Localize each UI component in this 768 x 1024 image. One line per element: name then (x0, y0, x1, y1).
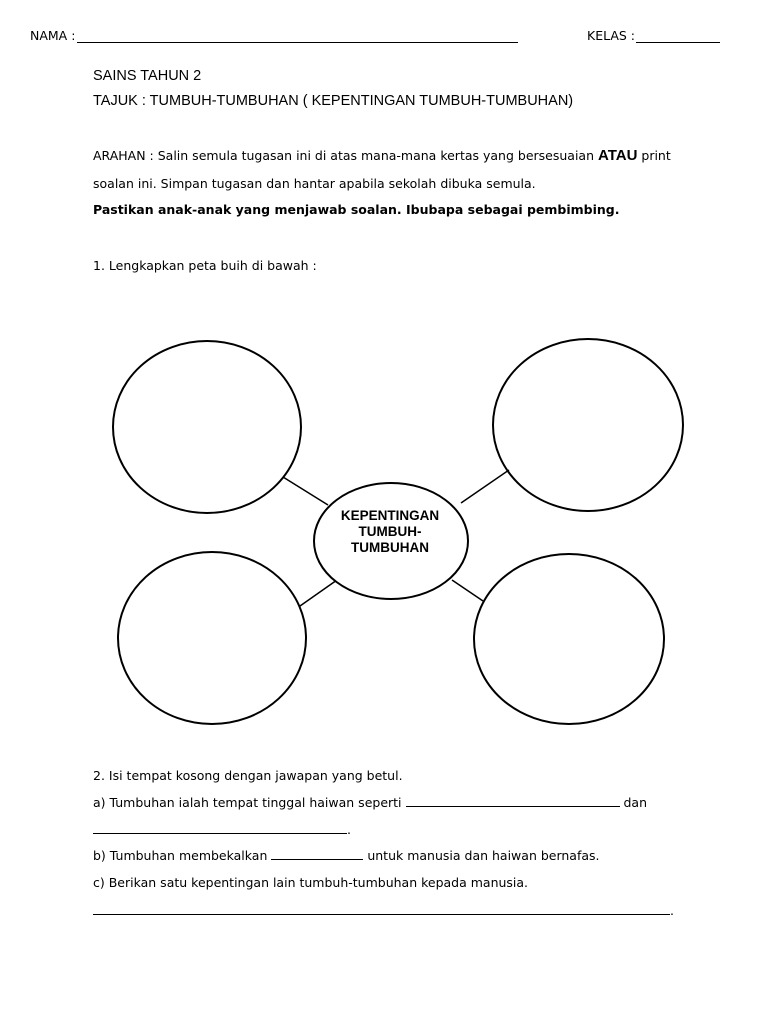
instruction-line-2: soalan ini. Simpan tugasan dan hantar apabila sekolah dibuka semula. (93, 176, 536, 191)
question-2a-continued (93, 822, 351, 837)
bubble-bottom-right[interactable] (474, 554, 664, 724)
question-2a-text: a) Tumbuhan ialah tempat tinggal haiwan seperti (93, 795, 406, 810)
bubble-top-right[interactable] (493, 339, 683, 511)
question-2b (93, 848, 600, 863)
topic-title: TAJUK : TUMBUH-TUMBUHAN ( KEPENTINGAN TUMBUH-TUMBUHAN) (93, 93, 574, 109)
question-2a-end: . (347, 822, 351, 837)
center-label-line-3: TUMBUHAN (351, 540, 429, 555)
bubble-top-left[interactable] (113, 341, 301, 513)
subject-title: SAINS TAHUN 2 (93, 68, 202, 84)
question-1-prompt: 1. Lengkapkan peta buih di bawah : (93, 258, 317, 273)
answer-2b-blank[interactable] (271, 848, 363, 860)
answer-2a-blank-1[interactable] (406, 795, 620, 807)
question-2-prompt: 2. Isi tempat kosong dengan jawapan yang betul. (93, 768, 403, 783)
question-2a (93, 795, 647, 810)
center-label-line-1: KEPENTINGAN (340, 508, 440, 523)
bubble-bottom-left[interactable] (118, 552, 306, 724)
kelas-label: KELAS : (587, 28, 636, 43)
answer-2c-blank[interactable] (93, 903, 670, 915)
answer-2a-blank-2[interactable] (93, 822, 347, 834)
atau-emphasis: ATAU (597, 147, 638, 164)
connector-top-right (461, 470, 509, 503)
connector-top-left (283, 477, 328, 505)
question-2c-end: . (670, 903, 674, 918)
question-2a-dan: dan (619, 795, 647, 810)
connector-bottom-right (452, 580, 483, 601)
center-label-line-2: TUMBUH- (358, 524, 422, 539)
nama-label: NAMA : (30, 28, 76, 43)
connector-bottom-left (300, 580, 337, 606)
question-2b-end: untuk manusia dan haiwan bernafas. (363, 848, 600, 863)
arahan-text: ARAHAN : Salin semula tugasan ini di atas mana-mana kertas yang bersesuaian (93, 148, 598, 163)
instruction-line-3: Pastikan anak-anak yang menjawab soalan. Ibubapa sebagai pembimbing. (93, 202, 620, 217)
arahan-print-text: print (637, 148, 671, 163)
question-2b-text: b) Tumbuhan membekalkan (93, 848, 272, 863)
question-2c: c) Berikan satu kepentingan lain tumbuh-tumbuhan kepada manusia. (93, 875, 529, 890)
question-2c-answer (93, 903, 674, 918)
